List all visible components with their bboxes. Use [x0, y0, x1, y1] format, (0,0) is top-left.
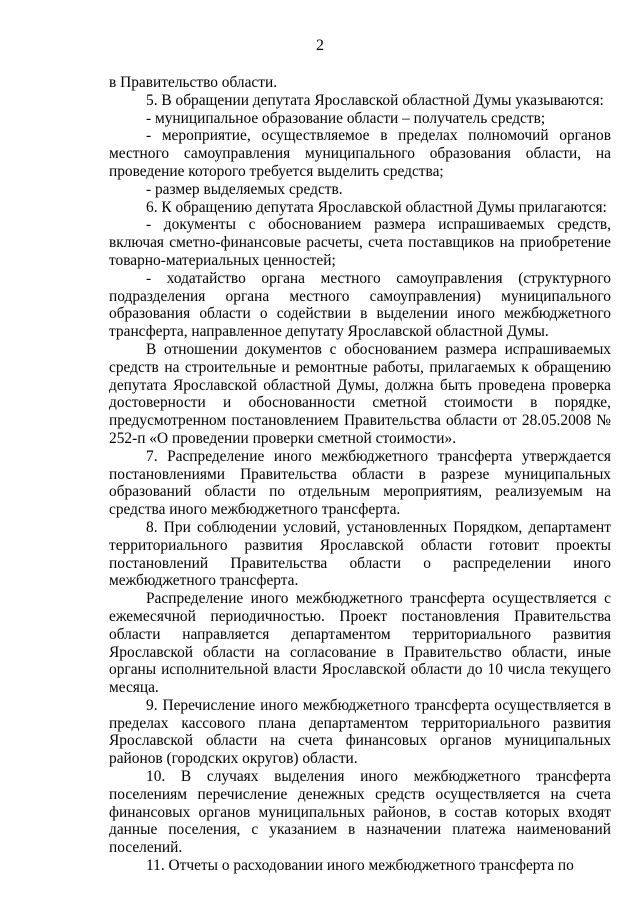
page-number: 2: [316, 37, 324, 54]
paragraph-item-10: 10. В случаях выделения иного межбюджетного трансферта поселениям перечисление денежных средств осуществляется на счета финансовых органов муниципальных районов, в состав которых входят данные поселения, с указанием в назначении платежа наименований поселений.: [109, 768, 611, 857]
paragraph-item-9: 9. Перечисление иного межбюджетного трансферта осуществляется в пределах кассового плана департаментом территориального развития Ярославской области на счета финансовых органов муниципальных районов (городских округов) области.: [109, 696, 611, 768]
document-body: [109, 74, 611, 875]
paragraph-item-5-amount: - размер выделяемых средств.: [146, 180, 343, 198]
paragraph-item-6-petition: - ходатайство органа местного самоуправления (структурного подразделения органа местного самоуправления) муниципального образования области о содействии в выделении иного межбюджетного трансферта, направленное депутату Ярославской областной Думы.: [109, 269, 611, 341]
paragraph-item-11: 11. Отчеты о расходовании иного межбюджетного трансферта по: [146, 857, 574, 875]
paragraph-item-8-distribution: Распределение иного межбюджетного трансферта осуществляется с ежемесячной периодичностью. Проект постановления Правительства области направляется департаментом территориального развития Ярославской области на согласование в Правительство области, иные органы исполнительной власти Ярославской области до 10 числа текущего месяца.: [109, 590, 611, 697]
paragraph-item-6: 6. К обращению депутата Ярославской областной Думы прилагаются:: [146, 198, 607, 216]
paragraph-continuation: в Правительство области.: [109, 74, 278, 91]
paragraph-item-5: 5. В обращении депутата Ярославской областной Думы указываются:: [146, 91, 604, 109]
paragraph-item-5-event: - мероприятие, осуществляемое в пределах полномочий органов местного самоуправления муниципального образования области, на проведение которого требуется выделить средства;: [109, 127, 611, 180]
paragraph-estimate-check: В отношении документов с обоснованием размера испрашиваемых средств на строительные и ремонтные работы, прилагаемых к обращению депутата Ярославской областной Думы, должна быть проведена проверка достоверности и обоснованности сметной стоимости в порядке, предусмотренном постановлением Правительства области от 28.05.2008 № 252-п «О проведении проверки сметной стоимости».: [109, 340, 611, 447]
paragraph-item-7: 7. Распределение иного межбюджетного трансферта утверждается постановлениями Правительства области в разрезе муниципальных образований области по отдельным мероприятиям, реализуемым на средства иного межбюджетного трансферта.: [109, 447, 611, 519]
paragraph-item-5-recipient: - муниципальное образование области – получатель средств;: [146, 109, 546, 127]
paragraph-item-8: 8. При соблюдении условий, установленных Порядком, департамент территориального развития Ярославской области готовит проекты постановлений Правительства области о распределении иного межбюджетного трансферта.: [109, 518, 611, 590]
paragraph-item-6-documents: - документы с обоснованием размера испрашиваемых средств, включая сметно-финансовые расчеты, счета поставщиков на приобретение товарно-материальных ценностей;: [109, 216, 611, 269]
